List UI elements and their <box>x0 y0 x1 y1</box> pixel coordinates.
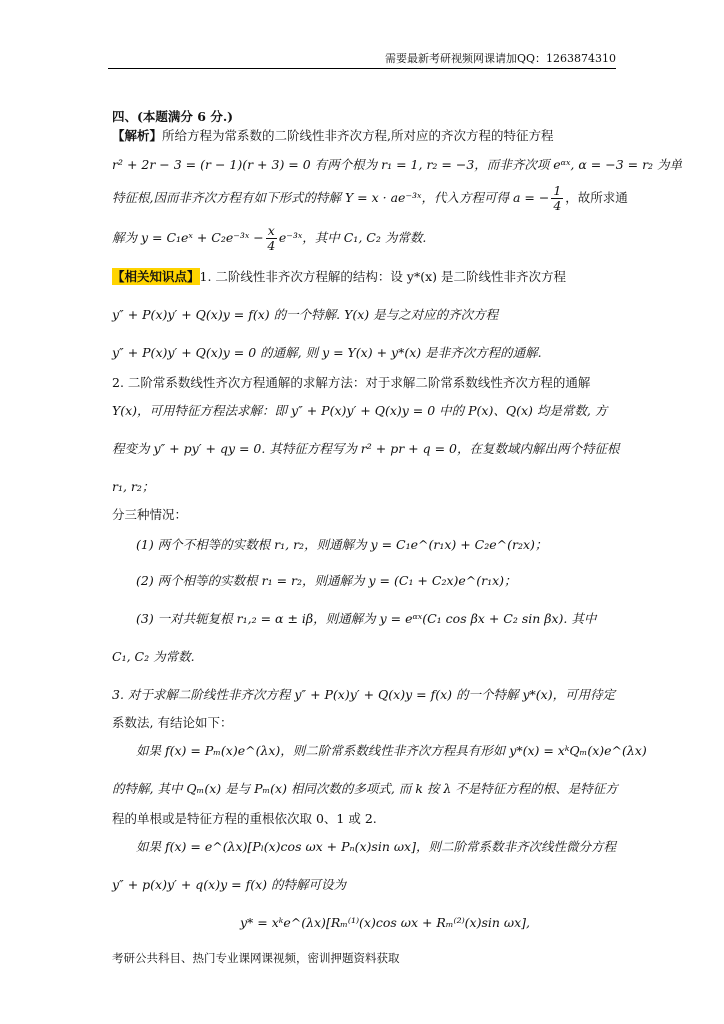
knowledge-tag: 【相关知识点】 <box>112 269 200 284</box>
analysis-line-1 <box>112 127 554 145</box>
knowledge-line-12: 的特解, 其中 Qₘ(x) 是与 Pₘ(x) 相同次数的多项式, 而 k 按 λ 不是特征方程的根、是特征方 <box>112 781 618 796</box>
analysis-tag: 【解析】 <box>112 128 163 143</box>
case-3: (3) 一对共轭复根 r₁,₂ = α ± iβ，则通解为 y = eᵅˣ(C₁ cos βx + C₂ sin βx). 其中 <box>136 611 597 626</box>
fraction-a-den: 4 <box>553 198 562 213</box>
knowledge-line-1 <box>112 268 566 286</box>
fraction-a-num: 1 <box>553 183 562 198</box>
knowledge-line-15: y″ + p(x)y′ + q(x)y = f(x) 的特解可设为 <box>112 877 346 892</box>
knowledge-line-5: Y(x)，可用特征方程法求解：即 y″ + P(x)y′ + Q(x)y = 0 中的 P(x)、Q(x) 均是常数, 方 <box>112 403 608 418</box>
fraction-x-num: x <box>267 223 275 238</box>
section-title: 四、(本题满分 6 分.) <box>112 109 234 124</box>
case-1: (1) 两个不相等的实数根 r₁, r₂，则通解为 y = C₁e^(r₁x) + C₂e^(r₂x)； <box>136 537 548 552</box>
knowledge-line-7: r₁, r₂； <box>112 479 155 494</box>
knowledge-line-14: 如果 f(x) = e^(λx)[Pₗ(x)cos ωx + Pₙ(x)sin ωx]，则二阶常系数非齐次线性微分方程 <box>136 839 616 854</box>
header-contact: 需要最新考研视频网课请加QQ：1263874310 <box>384 52 616 65</box>
fraction-a <box>551 184 563 213</box>
fraction-x-den: 4 <box>267 238 276 253</box>
footer-note: 考研公共科目、热门专业课网课视频，密训押题资料获取 <box>112 951 400 965</box>
analysis-line-3 <box>112 184 628 213</box>
knowledge-line-10: 系数法, 有结论如下： <box>112 715 233 730</box>
analysis-text-3b: ，故所求通 <box>565 190 628 205</box>
fraction-x <box>266 224 277 253</box>
knowledge-line-2: y″ + P(x)y′ + Q(x)y = f(x) 的一个特解. Y(x) 是与之对应的齐次方程 <box>112 307 499 322</box>
knowledge-text-1: 1. 二阶线性非齐次方程解的结构：设 y*(x) 是二阶线性非齐次方程 <box>199 269 566 284</box>
analysis-text-1: 所给方程为常系数的二阶线性非齐次方程,所对应的齐次方程的特征方程 <box>162 128 554 143</box>
knowledge-line-3: y″ + P(x)y′ + Q(x)y = 0 的通解, 则 y = Y(x) + y*(x) 是非齐次方程的通解. <box>112 345 542 360</box>
analysis-text-4b: e⁻³ˣ，其中 C₁, C₂ 为常数. <box>278 230 427 245</box>
knowledge-line-16: y* = xᵏe^(λx)[Rₘ⁽¹⁾(x)cos ωx + Rₘ⁽²⁾(x)sin ωx], <box>240 915 530 930</box>
knowledge-line-9: 3. 对于求解二阶线性非齐次方程 y″ + P(x)y′ + Q(x)y = f(x) 的一个特解 y*(x)，可用待定 <box>112 687 616 702</box>
case-3-continued: C₁, C₂ 为常数. <box>112 649 195 664</box>
case-2: (2) 两个相等的实数根 r₁ = r₂，则通解为 y = (C₁ + C₂x)e^(r₁x)； <box>136 573 517 588</box>
analysis-text-4a: 解为 y = C₁eˣ + C₂e⁻³ˣ − <box>112 230 264 245</box>
analysis-line-4 <box>112 224 426 253</box>
knowledge-line-13: 程的单根或是特征方程的重根依次取 0、1 或 2. <box>112 811 377 826</box>
header-rule <box>108 68 616 69</box>
knowledge-line-6: 程变为 y″ + py′ + qy = 0. 其特征方程写为 r² + pr + q = 0，在复数域内解出两个特征根 <box>112 441 620 456</box>
knowledge-line-4: 2. 二阶常系数线性齐次方程通解的求解方法：对于求解二阶常系数线性齐次方程的通解 <box>112 375 591 390</box>
analysis-text-3a: 特征根,因而非齐次方程有如下形式的特解 Y = x · ae⁻³ˣ，代入方程可得 a = − <box>112 190 550 205</box>
knowledge-line-8: 分三种情况： <box>112 507 188 522</box>
analysis-line-2: r² + 2r − 3 = (r − 1)(r + 3) = 0 有两个根为 r₁ = 1, r₂ = −3，而非齐次项 eᵅˣ, α = −3 = r₂ 为单 <box>112 157 683 172</box>
knowledge-line-11: 如果 f(x) = Pₘ(x)e^(λx)，则二阶常系数线性非齐次方程具有形如 y*(x) = xᵏQₘ(x)e^(λx) <box>136 743 647 758</box>
